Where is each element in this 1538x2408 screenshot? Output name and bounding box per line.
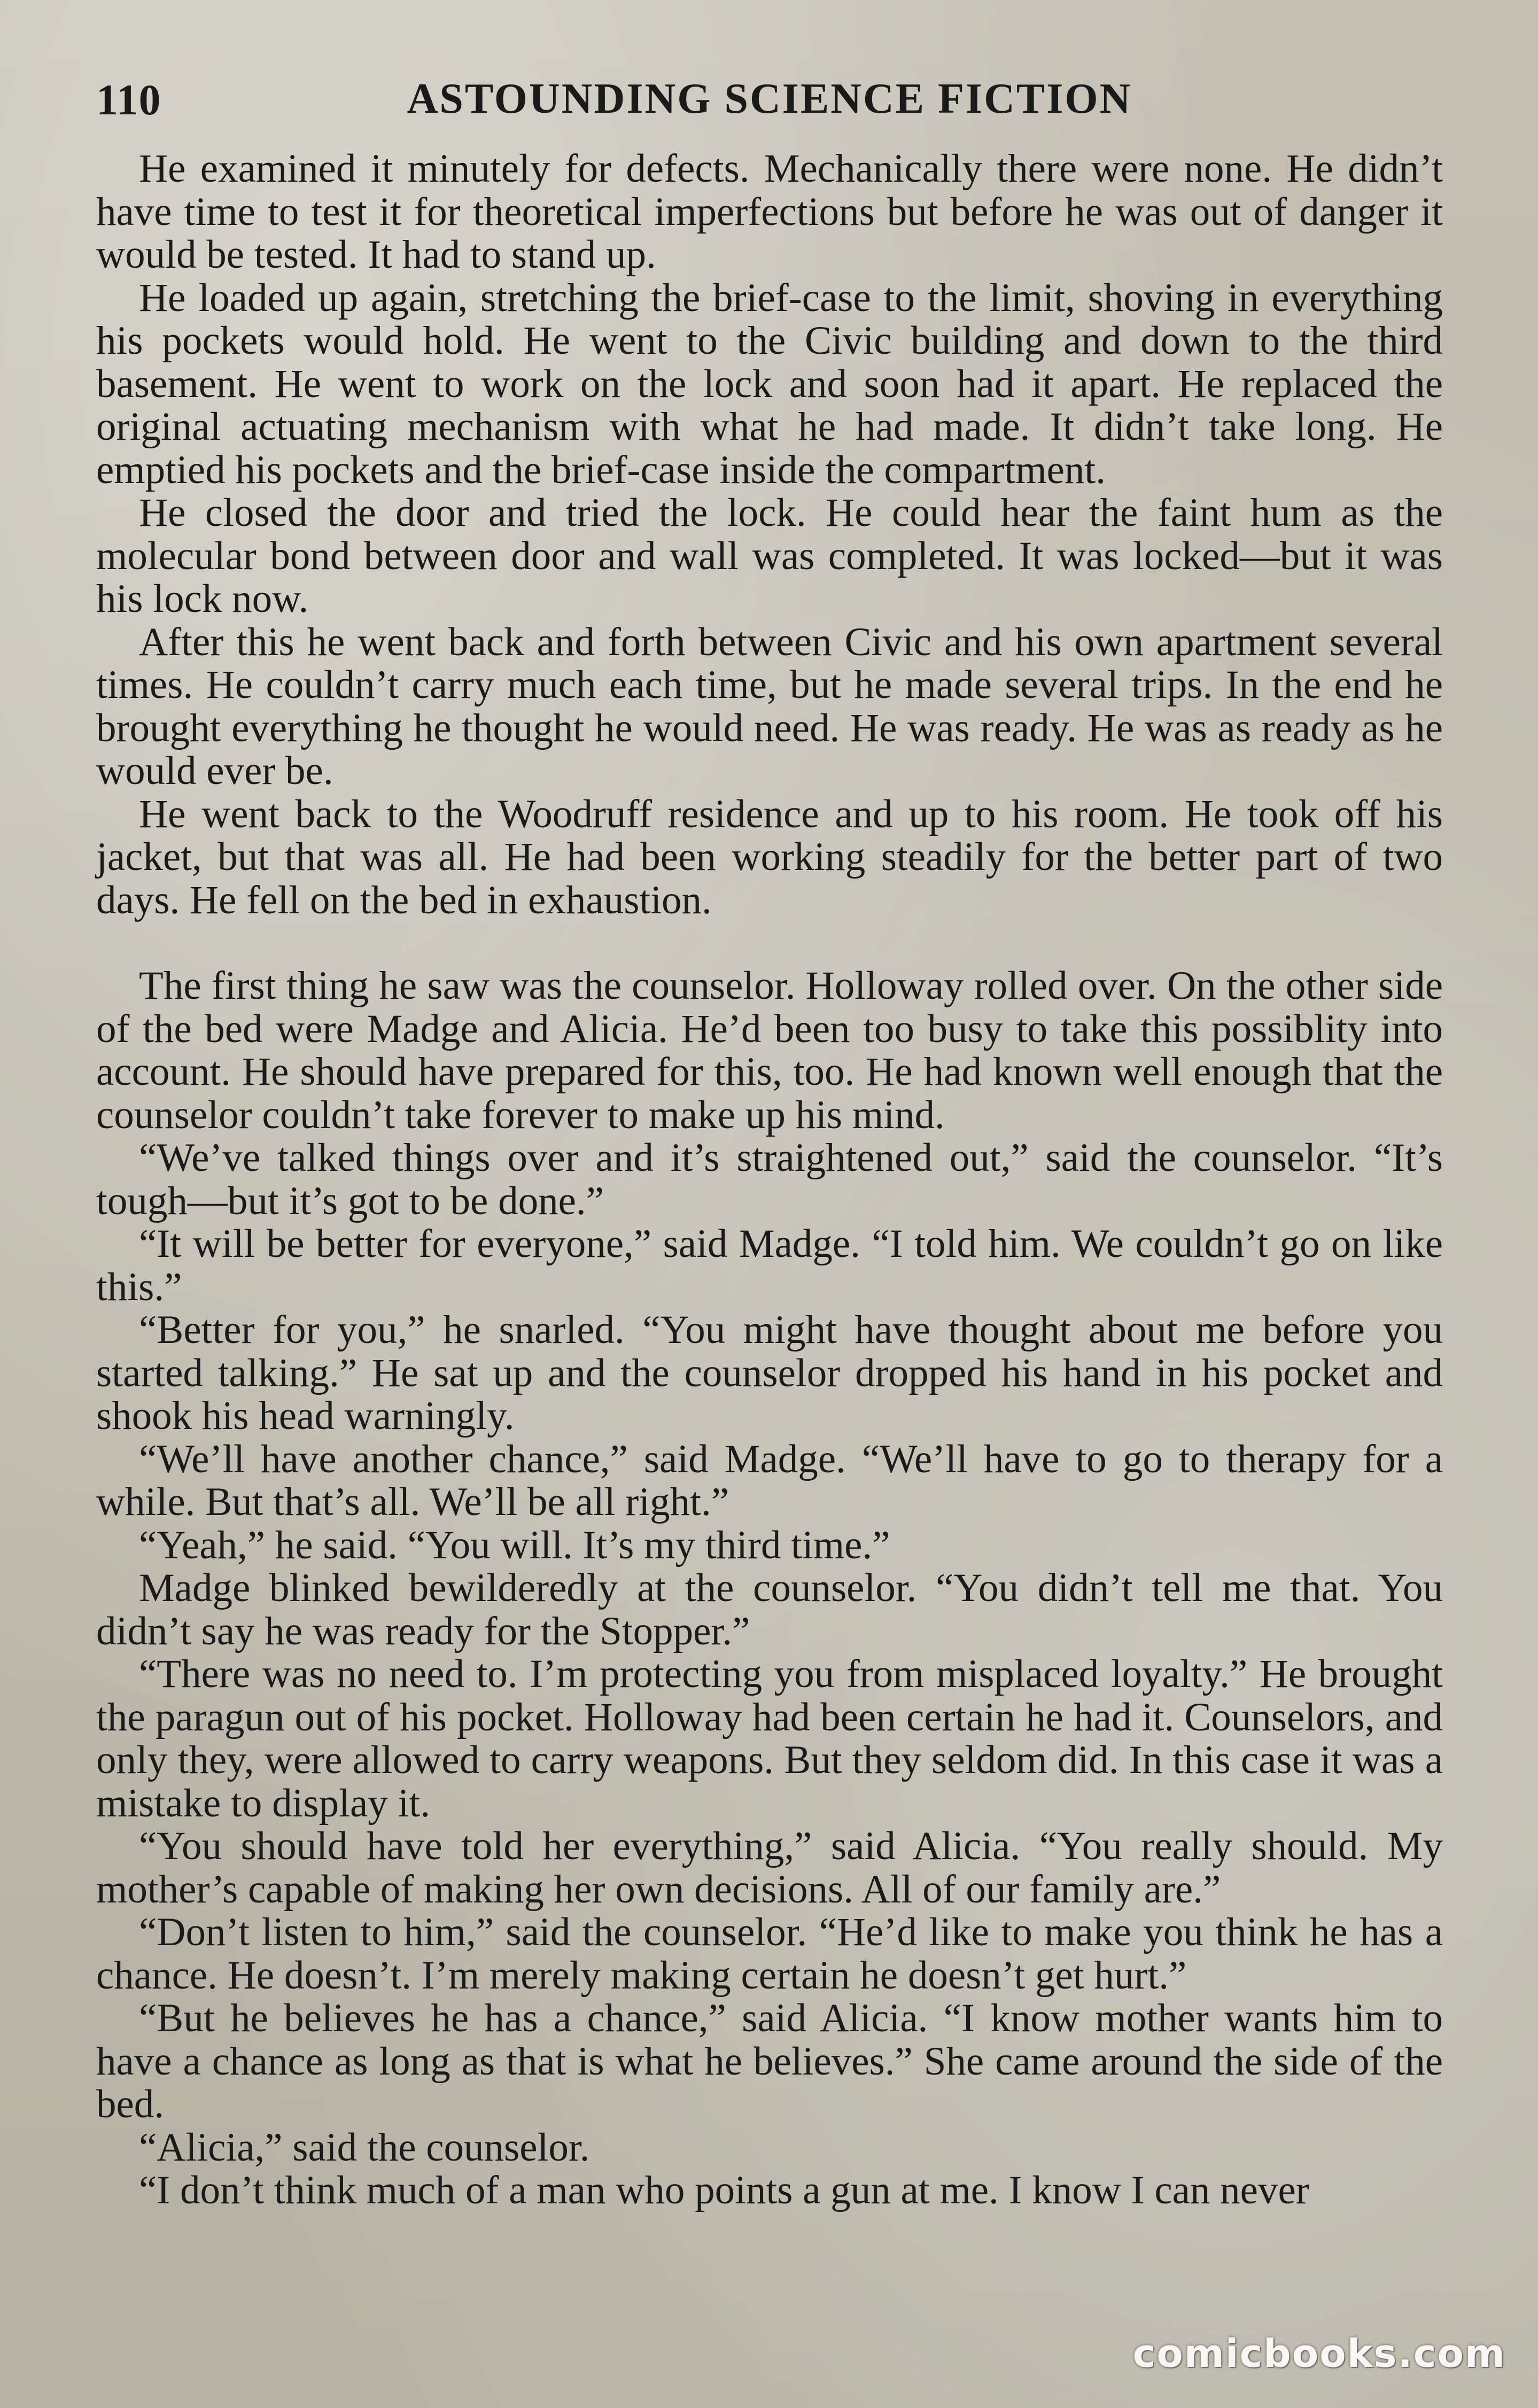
paragraph: “Better for you,” he snarled. “You might have thought about me before you started talking.” He sat up and the counselor dropped his hand in his pocket and shook his head warningly. xyxy=(96,1308,1443,1438)
paragraph: “It will be better for everyone,” said Madge. “I told him. We couldn’t go on like this.” xyxy=(96,1222,1443,1309)
paragraph: “Yeah,” he said. “You will. It’s my third time.” xyxy=(139,1523,890,1567)
paragraph: He went back to the Woodruff residence and up to his room. He took off his jacket, but that was all. He had been working steadily for the better part of two days. He fell on the bed in exhaustion. xyxy=(96,791,1443,922)
paragraph: Madge blinked bewilderedly at the counselor. “You didn’t tell me that. You didn’t say he was ready for the Stopper.” xyxy=(96,1566,1443,1653)
paragraph: “I don’t think much of a man who points a gun at me. I know I can never xyxy=(139,2168,1309,2212)
page-number: 110 xyxy=(96,75,161,124)
paragraph: After this he went back and forth between Civic and his own apartment several times. He couldn’t carry much each time, but he made several trips. In the end he brought everything he thought he would need. He was ready. He was as ready as he would ever be. xyxy=(96,619,1443,793)
paragraph: He examined it minutely for defects. Mechanically there were none. He didn’t have time to test it for theoretical imperfections but before he was out of danger it would be tested. It had to stand up. xyxy=(96,146,1443,277)
paragraph: “You should have told her everything,” said Alicia. “You really should. My mother’s capable of making her own decisions. All of our family are.” xyxy=(96,1824,1443,1912)
paragraph: He closed the door and tried the lock. He could hear the faint hum as the molecular bond between door and wall was completed. It was locked—but it was his lock now. xyxy=(96,491,1443,621)
watermark: comicbooks.com xyxy=(1132,2331,1506,2376)
paragraph: He loaded up again, stretching the brief-case to the limit, shoving in everything his pockets would hold. He went to the Civic building and down to the third basement. He went to work on the lock and soon had it apart. He replaced the original actuating mechanism with what he had made. It didn’t take long. He emptied his pockets and the brief-case inside the compartment. xyxy=(96,275,1443,492)
section-break xyxy=(96,922,1443,965)
body-text xyxy=(96,147,1443,2212)
paragraph: “Alicia,” said the counselor. xyxy=(139,2125,590,2170)
page-header xyxy=(96,64,1443,134)
paragraph: “We’ve talked things over and it’s straightened out,” said the counselor. “It’s tough—but it’s got to be done.” xyxy=(96,1136,1443,1223)
paragraph: “But he believes he has a chance,” said Alicia. “I know mother wants him to have a chance as long as that is what he believes.” She came around the side of the bed. xyxy=(96,1996,1443,2126)
running-head: ASTOUNDING SCIENCE FICTION xyxy=(407,75,1132,122)
paragraph: “Don’t listen to him,” said the counselor. “He’d like to make you think he has a chance. He doesn’t. I’m merely making certain he doesn’t get hurt.” xyxy=(96,1910,1443,1998)
paragraph: “We’ll have another chance,” said Madge. “We’ll have to go to therapy for a while. But that’s all. We’ll be all right.” xyxy=(96,1436,1443,1524)
paragraph: The first thing he saw was the counselor. Holloway rolled over. On the other side of the bed were Madge and Alicia. He’d been too busy to take this possiblity into account. He should have prepared for this, too. He had known well enough that the counselor couldn’t take forever to make up his mind. xyxy=(96,964,1443,1137)
paragraph: “There was no need to. I’m protecting you from misplaced loyalty.” He brought the paragun out of his pocket. Holloway had been certain he had it. Counselors, and only they, were allowed to carry weapons. But they seldom did. In this case it was a mistake to display it. xyxy=(96,1652,1443,1826)
